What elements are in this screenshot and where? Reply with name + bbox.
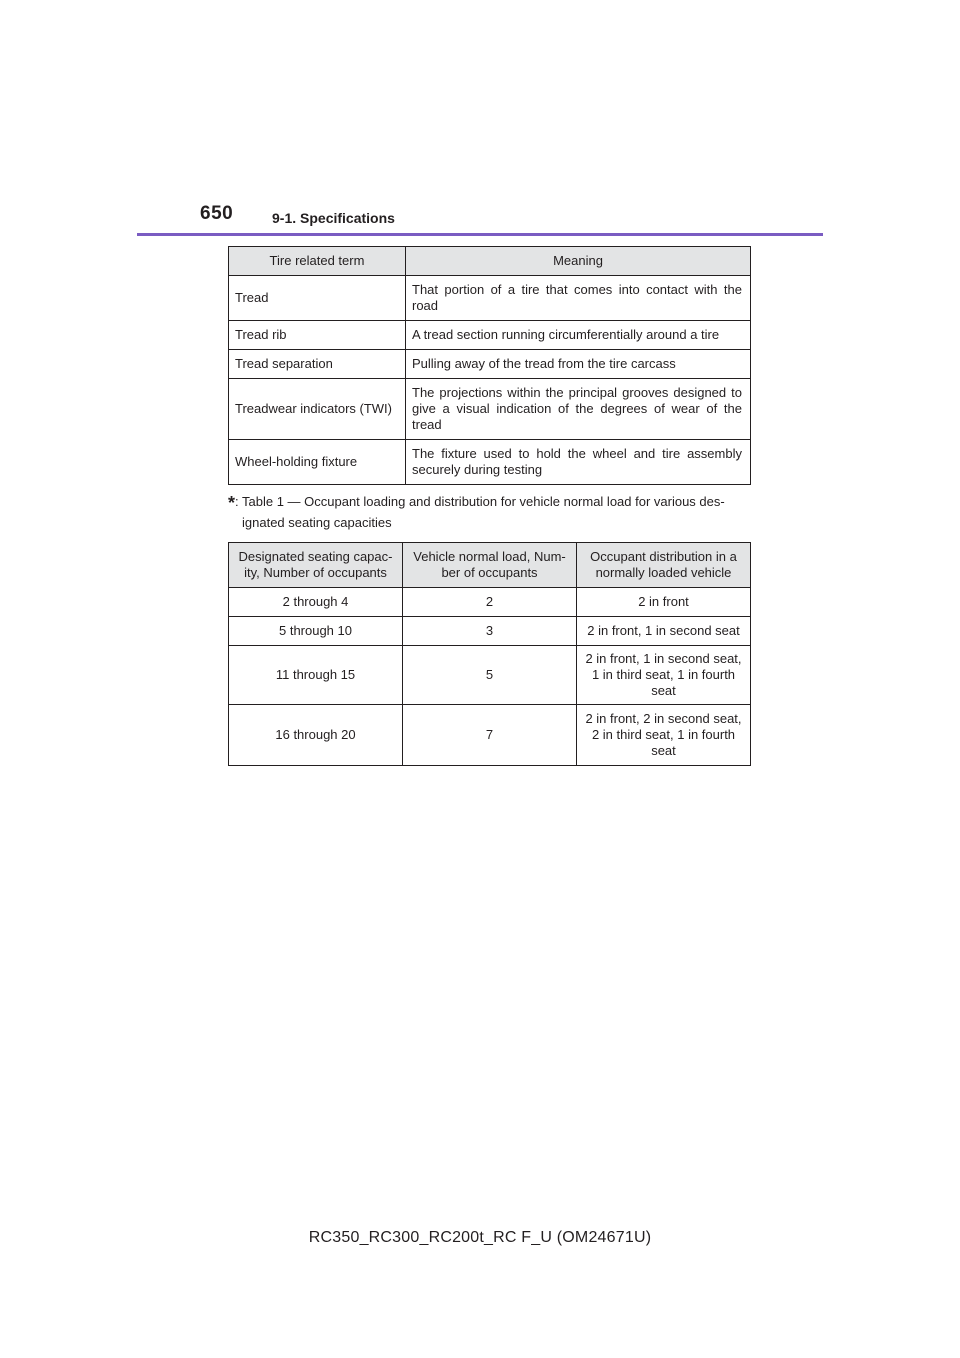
term-cell: Treadwear indicators (TWI) bbox=[229, 379, 406, 440]
term-cell: Tread separation bbox=[229, 350, 406, 379]
meaning-cell: The fixture used to hold the wheel and tire assembly securely during testing bbox=[406, 440, 751, 485]
table-row bbox=[229, 705, 751, 766]
load-cell: 3 bbox=[403, 617, 577, 646]
table-header-row bbox=[229, 543, 751, 588]
section-title: 9-1. Specifications bbox=[272, 210, 395, 226]
load-cell: 7 bbox=[403, 705, 577, 766]
meaning-cell: That portion of a tire that comes into contact with the road bbox=[406, 276, 751, 321]
capacity-cell: 2 through 4 bbox=[229, 588, 403, 617]
table-header-row bbox=[229, 247, 751, 276]
table-row bbox=[229, 379, 751, 440]
page-number: 650 bbox=[200, 203, 234, 224]
capacity-cell: 16 through 20 bbox=[229, 705, 403, 766]
table-row bbox=[229, 646, 751, 705]
occupant-loading-table bbox=[228, 542, 751, 766]
capacity-cell: 11 through 15 bbox=[229, 646, 403, 705]
distribution-cell: 2 in front, 1 in second seat bbox=[577, 617, 751, 646]
header-divider bbox=[137, 233, 823, 236]
tire-terms-table bbox=[228, 246, 751, 485]
table-row bbox=[229, 276, 751, 321]
distribution-cell: 2 in front, 1 in second seat, 1 in third seat, 1 in fourth seat bbox=[577, 646, 751, 705]
column-header-distribution: Occupant distribution in a normally loaded vehicle bbox=[577, 543, 751, 588]
table-row bbox=[229, 588, 751, 617]
table-row bbox=[229, 350, 751, 379]
column-header-meaning: Meaning bbox=[406, 247, 751, 276]
term-cell: Wheel-holding fixture bbox=[229, 440, 406, 485]
page-header bbox=[0, 0, 960, 240]
manual-code-footer: RC350_RC300_RC200t_RC F_U (OM24671U) bbox=[308, 1229, 652, 1246]
table-footnote bbox=[228, 492, 748, 533]
column-header-normal-load: Vehicle normal load, Num-ber of occupants bbox=[403, 543, 577, 588]
footnote-text: : Table 1 — Occupant loading and distribution for vehicle normal load for various des- bbox=[235, 494, 725, 509]
term-cell: Tread bbox=[229, 276, 406, 321]
meaning-cell: A tread section running circumferentially around a tire bbox=[406, 321, 751, 350]
table-row bbox=[229, 321, 751, 350]
load-cell: 2 bbox=[403, 588, 577, 617]
load-cell: 5 bbox=[403, 646, 577, 705]
footnote-line-2: ignated seating capacities bbox=[242, 515, 392, 530]
column-header-capacity: Designated seating capac-ity, Number of occupants bbox=[229, 543, 403, 588]
distribution-cell: 2 in front bbox=[577, 588, 751, 617]
table-row bbox=[229, 617, 751, 646]
term-cell: Tread rib bbox=[229, 321, 406, 350]
capacity-cell: 5 through 10 bbox=[229, 617, 403, 646]
meaning-cell: Pulling away of the tread from the tire carcass bbox=[406, 350, 751, 379]
footnote-line-1 bbox=[228, 492, 748, 513]
column-header-term: Tire related term bbox=[229, 247, 406, 276]
footnote-marker: * bbox=[228, 493, 236, 513]
distribution-cell: 2 in front, 2 in second seat, 2 in third seat, 1 in fourth seat bbox=[577, 705, 751, 766]
table-row bbox=[229, 440, 751, 485]
meaning-cell: The projections within the principal grooves designed to give a visual indication of the degrees of wear of the tread bbox=[406, 379, 751, 440]
